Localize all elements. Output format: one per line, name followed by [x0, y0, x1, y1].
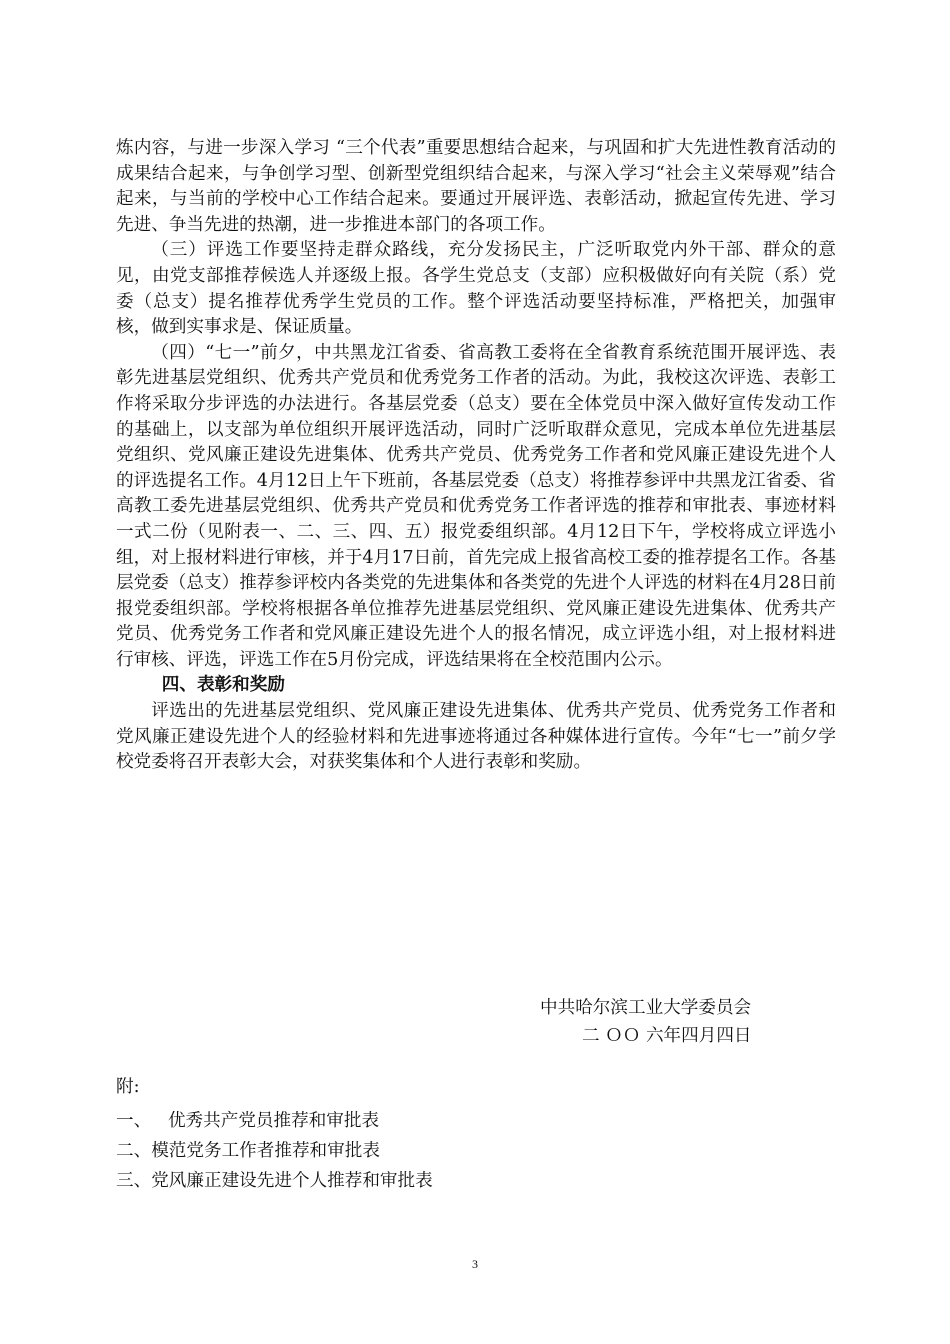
attachment-item: 二、模范党务工作者推荐和审批表: [116, 1141, 380, 1161]
attachments-list: [116, 1072, 716, 1196]
signature-organization: 中共哈尔滨工业大学委员会: [540, 998, 752, 1018]
attachments-label: 附:: [116, 1077, 140, 1097]
document-body: [116, 136, 836, 776]
signature-block: [540, 994, 840, 1050]
attachment-item: 三、党风廉正建设先进个人推荐和审批表: [116, 1171, 433, 1191]
paragraph-continuation: 炼内容，与进一步深入学习 “三个代表”重要思想结合起来，与巩固和扩大先进性教育活动的成果结合起来，与争创学习型、创新型党组织结合起来，与深入学习“社会主义荣辱观”结合起来，与当前的学校中心工作结合起来。要通过开展评选、表彰活动，掀起宣传先进、学习先进、争当先进的热潮，进一步推进本部门的各项工作。: [116, 138, 836, 235]
attachment-item: 一、 优秀共产党员推荐和审批表: [116, 1111, 380, 1131]
paragraph-item-three: （三）评选工作要坚持走群众路线，充分发扬民主，广泛听取党内外干部、群众的意见，由党支部推荐候选人并逐级上报。各学生党总支（支部）应积极做好向有关院（系）党委（总支）提名推荐优秀学生党员的工作。整个评选活动要坚持标准，严格把关，加强审核，做到实事求是、保证质量。: [116, 240, 836, 338]
page-number: 3: [472, 1257, 478, 1271]
paragraph-item-four: （四）“七一”前夕，中共黑龙江省委、省高教工委将在全省教育系统范围开展评选、表彰先进基层党组织、优秀共产党员和优秀党务工作者的活动。为此，我校这次评选、表彰工作将采取分步评选的办法进行。各基层党委（总支）要在全体党员中深入做好宣传发动工作的基础上，以支部为单位组织开展评选活动，同时广泛听取群众意见，完成本单位先进基层党组织、党风廉正建设先进集体、优秀共产党员、优秀党务工作者和党风廉正建设先进个人的评选提名工作。4月12日上午下班前，各基层党委（总支）将推荐参评中共黑龙江省委、省高教工委先进基层党组织、优秀共产党员和优秀党务工作者评选的推荐和审批表、事迹材料一式二份（见附表一、二、三、四、五）报党委组织部。4月12日下午，学校将成立评选小组，对上报材料进行审核，并于4月17日前，首先完成上报省高校工委的推荐提名工作。各基层党委（总支）推荐参评校内各类党的先进集体和各类党的先进个人评选的材料在4月28日前报党委组织部。学校将根据各单位推荐先进基层党组织、党风廉正建设先进集体、优秀共产党员、优秀党务工作者和党风廉正建设先进个人的报名情况，成立评选小组，对上报材料进行审核、评选，评选工作在5月份完成，评选结果将在全校范围内公示。: [116, 342, 836, 670]
signature-date: 二 ＯＯ 六年四月四日: [582, 1026, 752, 1046]
section-paragraph: 评选出的先进基层党组织、党风廉正建设先进集体、优秀共产党员、优秀党务工作者和党风廉正建设先进个人的经验材料和先进事迹将通过各种媒体进行宣传。今年“七一”前夕学校党委将召开表彰大会，对获奖集体和个人进行表彰和奖励。: [116, 701, 836, 773]
section-heading: 四、表彰和奖励: [161, 675, 285, 696]
